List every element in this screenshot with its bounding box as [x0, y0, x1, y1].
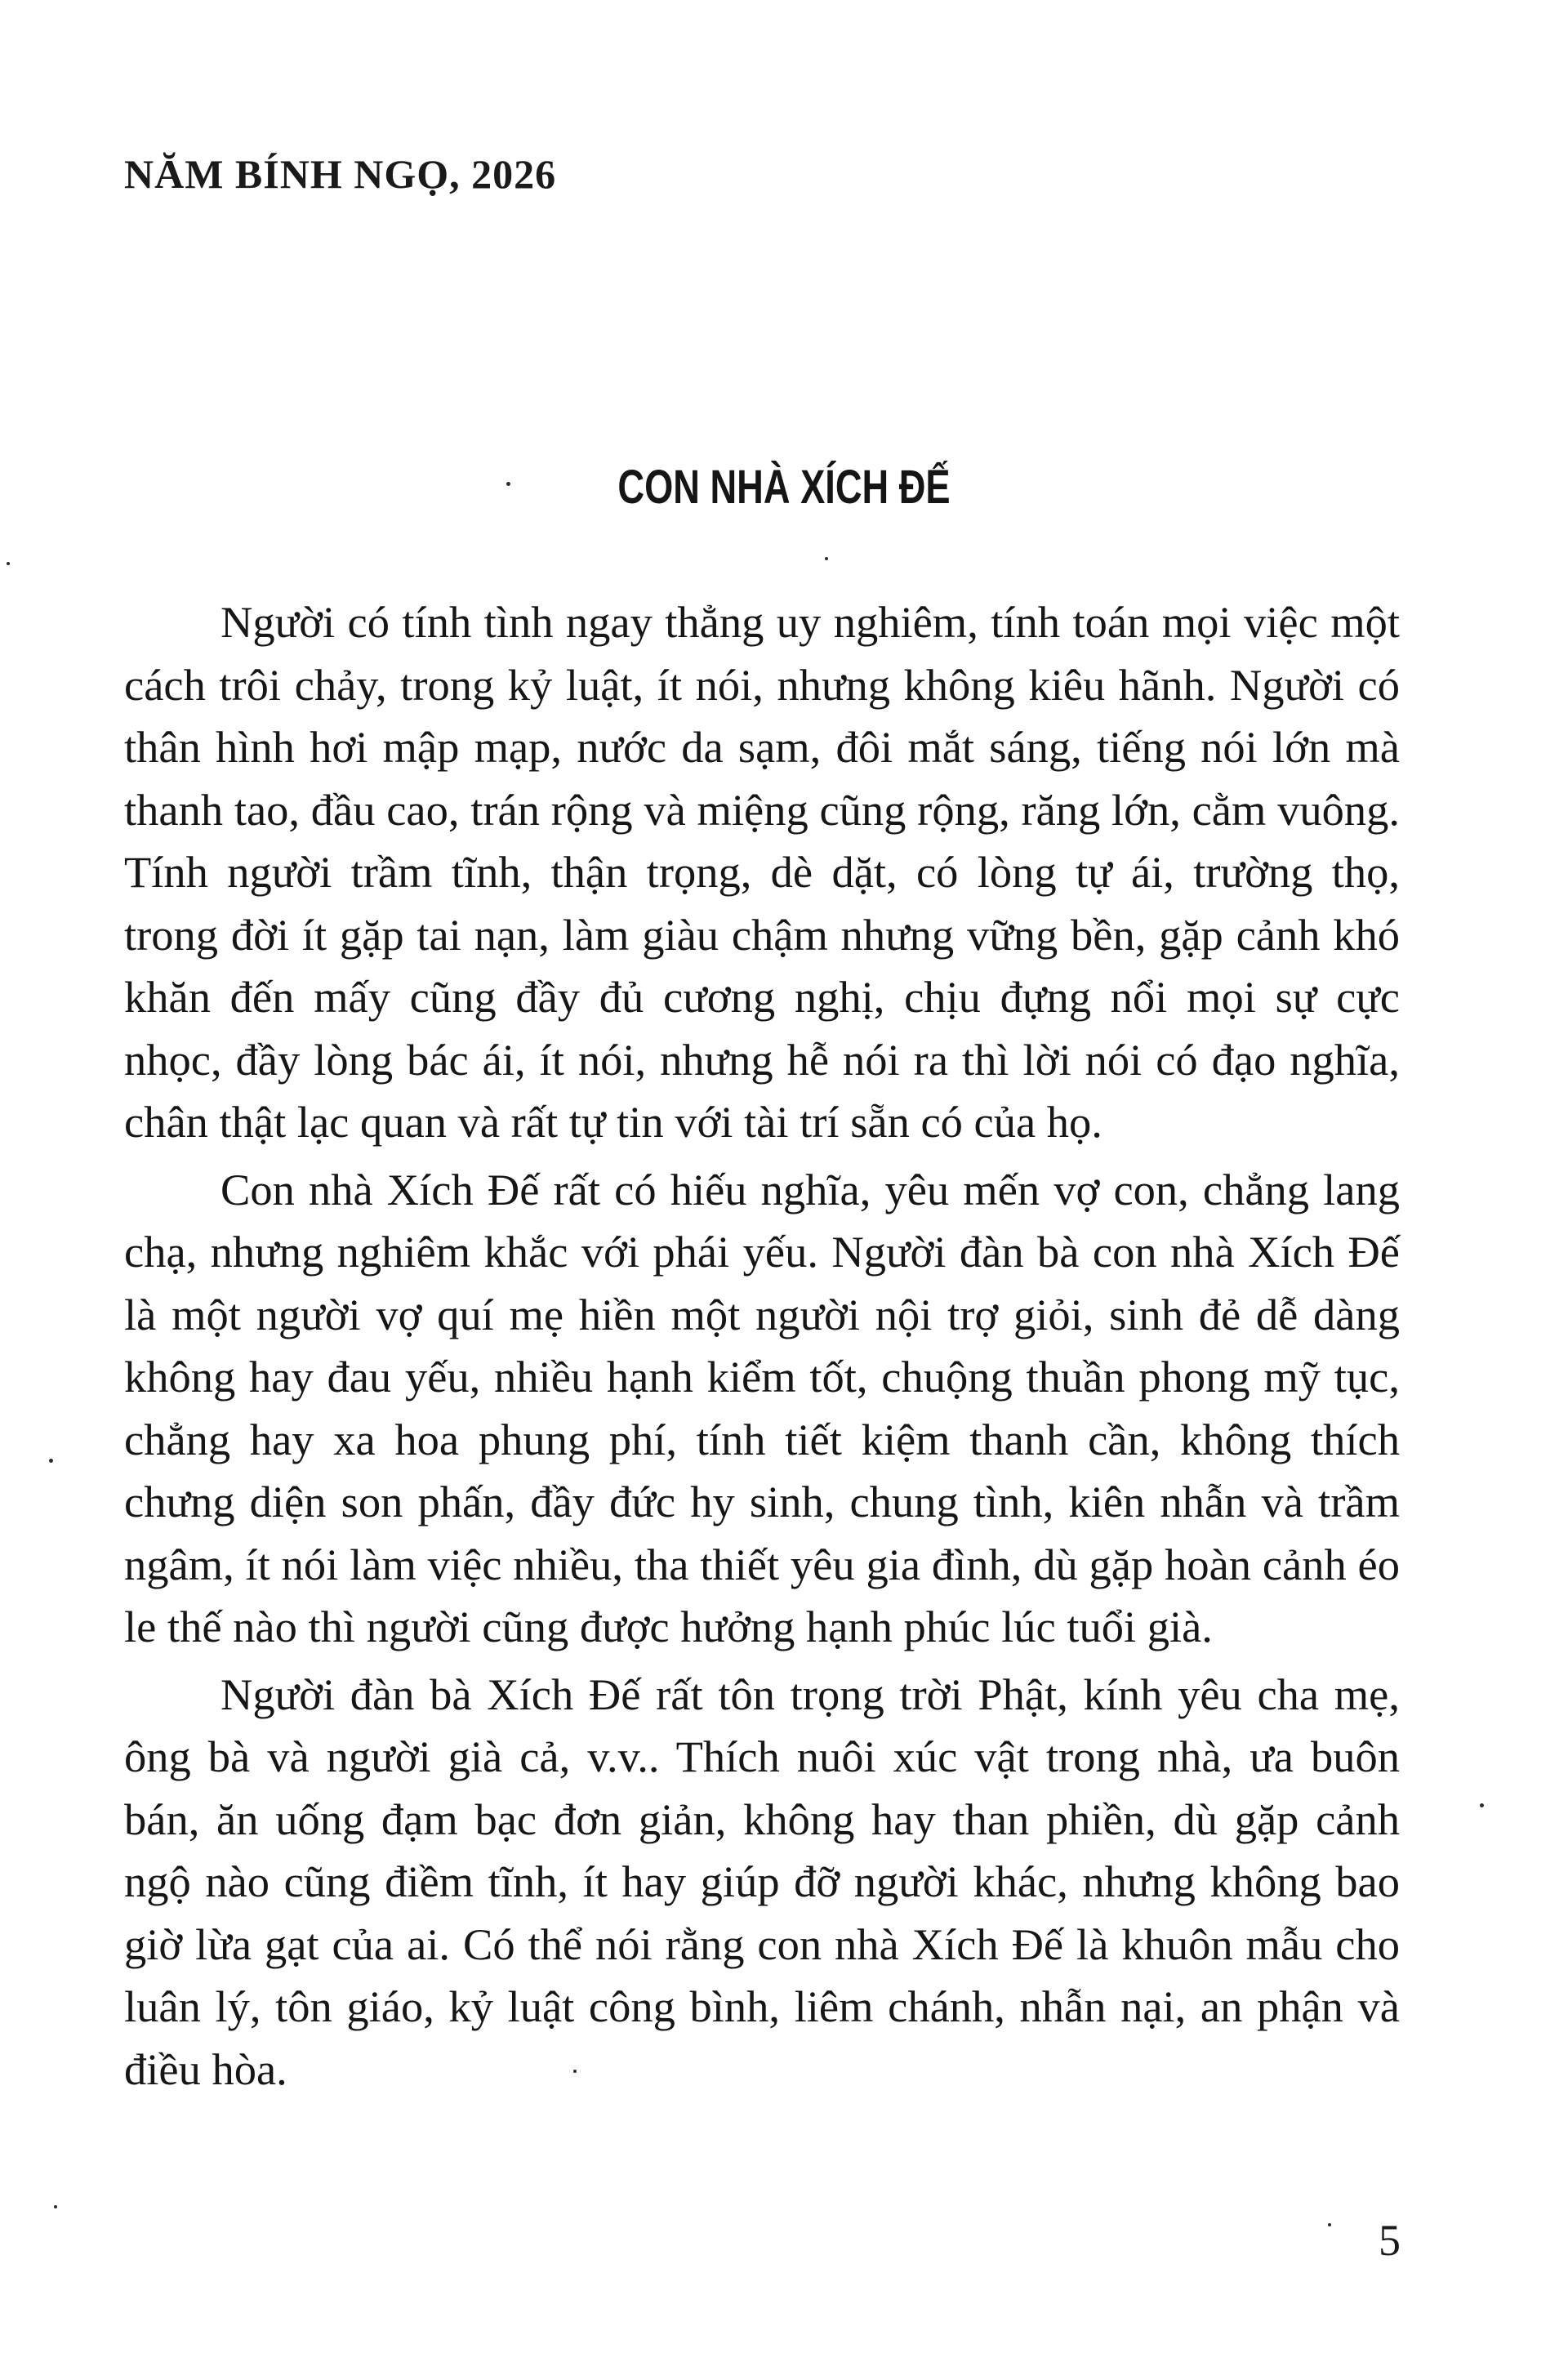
scan-speck [54, 2205, 57, 2208]
running-header: NĂM BÍNH NGỌ, 2026 [124, 151, 557, 197]
paragraph-2: Con nhà Xích Đế rất có hiếu nghĩa, yêu mến vợ con, chẳng lang chạ, nhưng nghiêm khắc với phái yếu. Người đàn bà con nhà Xích Đế là một người vợ quí mẹ hiền một người nội trợ giỏi, sinh đẻ dễ dàng không hay đau yếu, nhiều hạnh kiểm tốt, chuộng thuần phong mỹ tục, chẳng hay xa hoa phung phí, tính tiết kiệm thanh cần, không thích chưng diện son phấn, đầy đức hy sinh, chung tình, kiên nhẫn và trầm ngâm, ít nói làm việc nhiều, tha thiết yêu gia đình, dù gặp hoàn cảnh éo le thế nào thì người cũng được hưởng hạnh phúc lúc tuổi già. [124, 1164, 1400, 1651]
scan-speck [573, 2070, 577, 2073]
scan-speck [1328, 2223, 1331, 2226]
paragraph-3: Người đàn bà Xích Đế rất tôn trọng trời Phật, kính yêu cha mẹ, ông bà và người già cả, v.v.. Thích nuôi xúc vật trong nhà, ưa buôn bán, ăn uống đạm bạc đơn giản, không hay than phiền, dù gặp cảnh ngộ nào cũng điềm tĩnh, ít hay giúp đỡ người khác, nhưng không bao giờ lừa gạt của ai. Có thể nói rằng con nhà Xích Đế là khuôn mẫu cho luân lý, tôn giáo, kỷ luật công bình, liêm chánh, nhẫn nại, an phận và điều hòa. [124, 1669, 1400, 2094]
body-text [124, 591, 1400, 2101]
scan-speck [825, 557, 828, 560]
chapter-title: CON NHÀ XÍCH ĐẾ [617, 461, 951, 514]
scan-speck [1480, 1803, 1484, 1807]
scan-speck [49, 1459, 53, 1463]
page-number: 5 [1379, 2216, 1401, 2265]
paragraph-1: Người có tính tình ngay thẳng uy nghiêm, tính toán mọi việc một cách trôi chảy, trong kỷ luật, ít nói, nhưng không kiêu hãnh. Người có thân hình hơi mập mạp, nước da sạm, đôi mắt sáng, tiếng nói lớn mà thanh tao, đầu cao, trán rộng và miệng cũng rộng, răng lớn, cằm vuông. Tính người trầm tĩnh, thận trọng, dè dặt, có lòng tự ái, trường thọ, trong đời ít gặp tai nạn, làm giàu chậm nhưng vững bền, gặp cảnh khó khăn đến mấy cũng đầy đủ cương nghị, chịu đựng nổi mọi sự cực nhọc, đầy lòng bác ái, ít nói, nhưng hễ nói ra thì lời nói có đạo nghĩa, chân thật lạc quan và rất tự tin với tài trí sẵn có của họ. [124, 597, 1400, 1147]
scan-speck [7, 562, 10, 565]
scan-speck [506, 482, 510, 486]
